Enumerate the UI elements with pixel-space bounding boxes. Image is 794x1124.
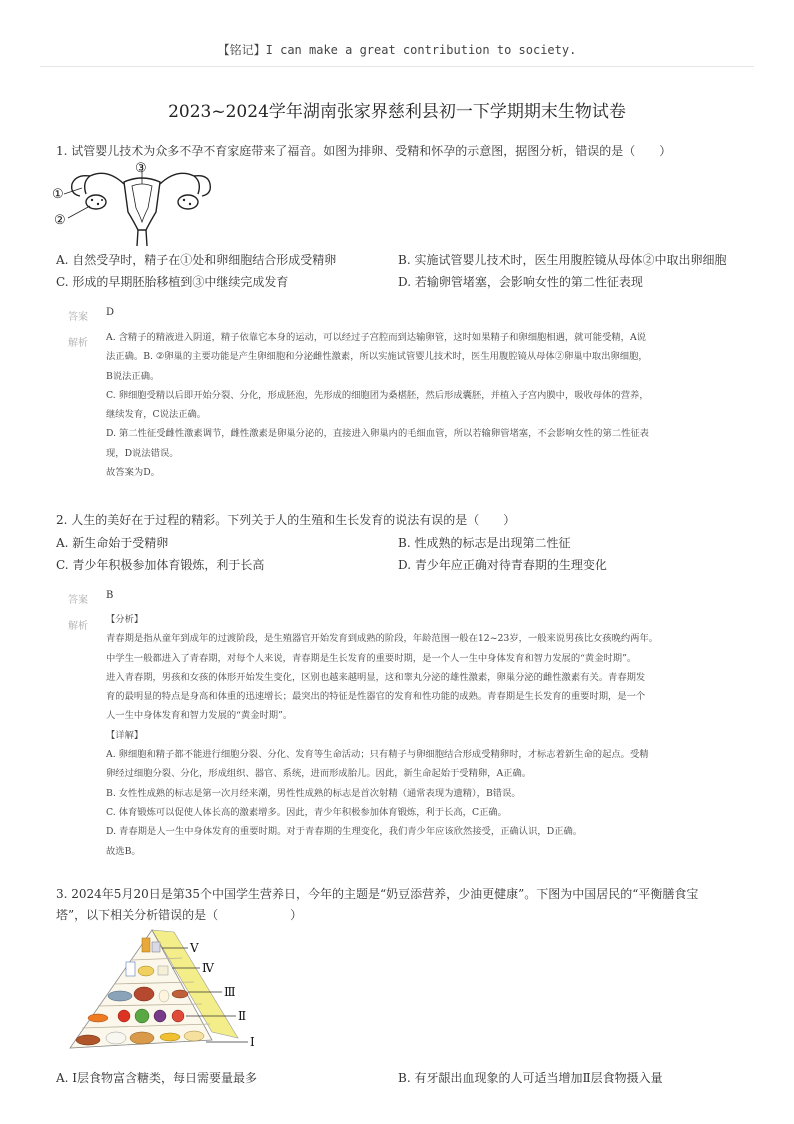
question-1-stem: 1. 试管婴儿技术为众多不孕不育家庭带来了福音。如图为排卵、受精和怀孕的示意图，据图分析，错误的是（ ） xyxy=(56,144,672,158)
tomato xyxy=(118,1010,130,1022)
food-pyramid-figure xyxy=(62,928,272,1056)
question-2-stem: 2. 人生的美好在于过程的精彩。下列关于人的生殖和生长发育的说法有误的是（ ） xyxy=(56,513,516,527)
right-fallopian-tube xyxy=(160,173,199,194)
q1-explanation-line: B说法正确。 xyxy=(106,370,160,382)
q1-explanation-line: D. 第二性征受雌性激素调节，雌性激素是卵巢分泌的，直接进入卵巢内的毛细血管，所以若输卵管堵塞，不会影响女性的第二性征表 xyxy=(106,428,649,440)
q3-option-a: A. Ⅰ层食物富含糖类，每日需要量最多 xyxy=(56,1071,258,1085)
q1-explanation-line: 继续发育，C说法正确。 xyxy=(106,409,207,421)
noodles xyxy=(184,1031,204,1041)
page-motto: 【铭记】I can make a great contribution to society. xyxy=(217,43,577,57)
q1-analysis-label: 解析 xyxy=(68,338,88,349)
q2-explanation-line: 进入青春期，男孩和女孩的体形开始发生变化，区别也越来越明显，这和睾丸分泌的雄性激素，卵巢分泌的雌性激素有关。青春期发 xyxy=(106,671,646,683)
corn xyxy=(160,1033,180,1041)
q2-explanation-line: D. 青春期是人一生中身体发育的重要时期。对于青春期的生理变化，我们青少年应该欣然接受，正确认识，D正确。 xyxy=(106,826,583,838)
figure-mark-2: ② xyxy=(54,213,66,228)
vagina-shape xyxy=(137,230,147,246)
apple xyxy=(172,1010,184,1022)
figure-mark-1: ① xyxy=(52,187,64,202)
egg xyxy=(159,990,169,1002)
q1-explanation-line: 故答案为D。 xyxy=(106,467,160,479)
q2-explanation-line: A. 卵细胞和精子都不能进行细胞分裂、分化、发育等生命活动；只有精子与卵细胞结合形成受精卵时，才标志着新生命的起点。受精 xyxy=(106,749,649,761)
meat xyxy=(134,987,154,1001)
q1-answer-label: 答案 xyxy=(68,312,88,323)
fish xyxy=(108,991,132,1001)
q2-explanation-line: 青春期是指从童年到成年的过渡阶段，是生殖器官开始发育到成熟的阶段，年龄范围一般在12~23岁，一般来说男孩比女孩晚约两年。 xyxy=(106,633,659,645)
q2-option-b: B. 性成熟的标志是出现第二性征 xyxy=(398,536,571,550)
q2-option-d: D. 青少年应正确对待青春期的生理变化 xyxy=(398,558,607,572)
q1-option-b: B. 实施试管婴儿技术时，医生用腹腔镜从母体②中取出卵细胞 xyxy=(398,253,727,267)
q2-explanation xyxy=(106,610,736,861)
q2-option-c: C. 青少年积极参加体育锻炼，利于长高 xyxy=(56,558,265,572)
q2-explanation-line: 【详解】 xyxy=(106,729,144,741)
oil-bottle xyxy=(142,938,150,952)
q1-explanation xyxy=(106,328,736,482)
q2-explanation-line: C. 体育锻炼可以促使人体长高的激素增多。因此，青少年积极参加体育锻炼，利于长高，C正确。 xyxy=(106,806,507,818)
question-3-stem-line-1: 3. 2024年5月20日是第35个中国学生营养日，今年的主题是“奶豆添营养，少油更健康”。下图为中国居民的“平衡膳食宝 xyxy=(56,887,699,901)
right-ovary xyxy=(178,195,198,209)
q2-option-a: A. 新生命始于受精卵 xyxy=(56,536,169,550)
q2-analysis-label: 解析 xyxy=(68,621,88,632)
pyramid-level-iii: Ⅲ xyxy=(224,985,236,999)
q2-answer: B xyxy=(106,590,114,601)
reproductive-system-figure xyxy=(52,160,212,248)
cabbage xyxy=(135,1009,149,1023)
carrot xyxy=(88,1014,108,1022)
q2-explanation-line: B. 女性性成熟的标志是第一次月经来潮，男性性成熟的标志是首次射精（通常表现为遗精），B错误。 xyxy=(106,787,521,799)
pyramid-level-ii: Ⅱ xyxy=(238,1009,247,1023)
q1-explanation-line: C. 卵细胞受精以后即开始分裂、分化，形成胚泡，先形成的细胞团为桑椹胚，然后形成囊胚，并植入子宫内膜中，吸收母体的营养， xyxy=(106,389,649,401)
milk-carton xyxy=(126,962,135,976)
q2-answer-label: 答案 xyxy=(68,595,88,606)
question-3-stem-line-2: 塔”，以下相关分析错误的是（ ） xyxy=(56,908,303,922)
grapes xyxy=(154,1010,166,1022)
pyramid-level-i: Ⅰ xyxy=(250,1035,255,1049)
page-title: 2023~2024学年湖南张家界慈利县初一下学期期末生物试卷 xyxy=(168,102,626,122)
q2-explanation-line: 卵经过细胞分裂、分化，形成组织、器官、系统，进而形成胎儿。因此，新生命起始于受精卵，A正确。 xyxy=(106,768,532,780)
q1-explanation-line: 法正确。B. ②卵巢的主要功能是产生卵细胞和分泌雌性激素，所以实施试管婴儿技术时，医生用腹腔镜从母体②卵巢中取出卵细胞， xyxy=(106,351,648,363)
pyramid-level-iv: Ⅳ xyxy=(202,961,214,975)
rice-bowl xyxy=(106,1032,126,1044)
q2-explanation-line: 【分析】 xyxy=(106,614,144,625)
left-fallopian-tube xyxy=(85,173,124,194)
sausage xyxy=(172,990,188,998)
bread xyxy=(130,1032,154,1044)
q3-option-b: B. 有牙龈出血现象的人可适当增加Ⅱ层食物摄入量 xyxy=(398,1071,663,1085)
cheese xyxy=(138,966,154,976)
q2-explanation-line: 中学生一般都进入了青春期，对每个人来说，青春期是生长发育的重要时期，是一个人一生中身体发育和智力发展的“黄金时期”。 xyxy=(106,652,637,664)
salt-box xyxy=(152,942,160,952)
q1-answer: D xyxy=(106,307,115,318)
q1-explanation-line: 现，D说法错误。 xyxy=(106,447,179,459)
q1-option-a: A. 自然受孕时，精子在①处和卵细胞结合形成受精卵 xyxy=(56,253,337,267)
tofu xyxy=(158,966,168,975)
sweet-potato xyxy=(76,1035,100,1045)
figure-mark-3: ③ xyxy=(135,161,147,176)
pyramid-level-v: V xyxy=(190,941,199,955)
q2-explanation-line: 育的最明显的特点是身高和体重的迅速增长；最突出的特征是性器官的发育和性功能的成熟。青春期是生长发育的重要时期，是一个 xyxy=(106,691,646,703)
q1-option-c: C. 形成的早期胚胎移植到③中继续完成发育 xyxy=(56,275,289,289)
q1-explanation-line: A. 含精子的精液进入阴道，精子依靠它本身的运动，可以经过子宫腔而到达输卵管，这时如果精子和卵细胞相遇，就可能受精，A说 xyxy=(106,332,646,343)
q1-option-d: D. 若输卵管堵塞，会影响女性的第二性征表现 xyxy=(398,275,643,289)
header-divider xyxy=(40,66,754,67)
q2-explanation-line: 故选B。 xyxy=(106,845,141,857)
q2-explanation-line: 人一生中身体发育和智力发展的“黄金时期”。 xyxy=(106,710,293,722)
